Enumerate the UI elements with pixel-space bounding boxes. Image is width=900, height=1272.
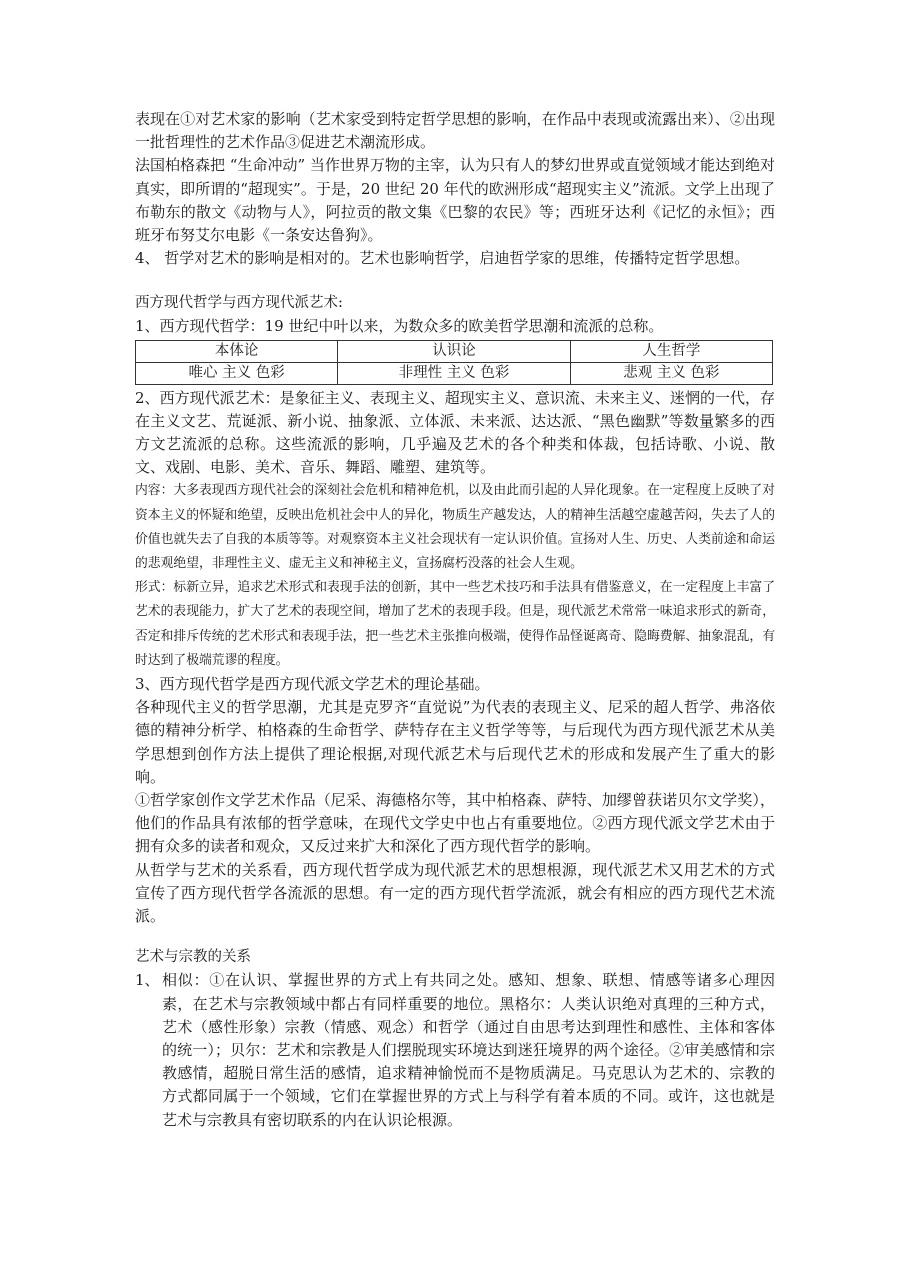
- document-page: [135, 108, 775, 1132]
- section-heading-modern-philosophy: 西方现代哲学与西方现代派艺术:: [135, 295, 343, 312]
- paragraph-relative-influence: 4、 哲学对艺术的影响是相对的。艺术也影响哲学，启迪哲学家的思维，传播特定哲学思想。: [135, 249, 750, 268]
- item-similarity: 相似：①在认识、掌握世界的方式上有共同之处。感知、想象、联想、情感等诸多心理因素，在艺术与宗教领域中都占有同样重要的地位。黑格尔：人类认识绝对真理的三种方式，艺术（感性形象）宗教（情感、观念）和哲学（通过自由思考达到理性和感性、主体和客体的统一）；贝尔：艺术和宗教是人们摆脱现实环境达到迷狂境界的两个途径。②审美感情和宗教感情，超脱日常生活的感情，追求精神愉悦而不是物质满足。马克思认为艺术的、宗教的方式都同属于一个领域，它们在掌握世界的方式上与科学有着本质的不同。或许，这也就是艺术与宗教具有密切联系的内在认识论根源。: [162, 971, 775, 1129]
- table-header-cell: 本体论: [136, 340, 338, 362]
- spacer: [135, 928, 775, 946]
- section-heading-art-religion: 艺术与宗教的关系: [135, 949, 251, 966]
- paragraph-content: 内容：大多表现西方现代社会的深刻社会危机和精神危机，以及由此而引起的人异化现象。在一定程度上反映了对资本主义的怀疑和绝望，反映出危机社会中人的异化，物质生产越发达，人的精神生活越空虚越苦闷，失去了人的价值也就失去了自我的本质等等。对观察资本主义社会现状有一定认识价值。宣扬对人生、历史、人类前途和命运的悲观绝望，非理性主义、虚无主义和神秘主义，宣扬腐朽没落的社会人生观。: [135, 483, 775, 572]
- paragraph-philosophical-trends: 各种现代主义的哲学思潮，尤其是克罗齐“直觉说”为代表的表现主义、尼采的超人哲学、弗洛依德的精神分析学、柏格森的生命哲学、萨特存在主义哲学等等，与后现代为西方现代派艺术从美学思想到创作方法上提供了理论根据,对现代派艺术与后现代艺术的形成和发展产生了重大的影响。: [135, 698, 775, 786]
- item-theoretical-basis: 3、西方现代哲学是西方现代派文学艺术的理论基础。: [135, 675, 490, 694]
- item-number: 1、: [135, 971, 160, 990]
- paragraph-influence: 表现在①对艺术家的影响（艺术家受到特定哲学思想的影响，在作品中表现或流露出来）、②出现一批哲理性的艺术作品③促进艺术潮流形成。: [135, 110, 775, 152]
- table-row: [136, 362, 773, 384]
- paragraph-philosophers-works: ①哲学家创作文学艺术作品（尼采、海德格尔等，其中柏格森、萨特、加缪曾获诺贝尔文学奖），他们的作品具有浓郁的哲学意味，在现代文学史中也占有重要地位。②西方现代派文学艺术由于拥有众多的读者和观众，又反过来扩大和深化了西方现代哲学的影响。: [135, 791, 775, 856]
- item-modern-philosophy: 1、西方现代哲学：19 世纪中叶以来，为数众多的欧美哲学思潮和流派的总称。: [135, 317, 664, 336]
- philosophy-table: [135, 340, 773, 385]
- item-modern-art: 2、西方现代派艺术：是象征主义、表现主义、超现实主义、意识流、未来主义、迷惘的一代，存在主义文艺、荒诞派、新小说、抽象派、立体派、未来派、达达派、“黑色幽默”等数量繁多的西方文艺流派的总称。这些流派的影响，几乎遍及艺术的各个种类和体裁，包括诗歌、小说、散文、戏剧、电影、美术、音乐、舞蹈、雕塑、建筑等。: [135, 388, 775, 477]
- table-cell: 唯心 主义 色彩: [136, 362, 338, 384]
- table-header-cell: 认识论: [338, 340, 570, 362]
- paragraph-bergson: 法国柏格森把 “生命冲动” 当作世界万物的主宰，认为只有人的梦幻世界或直觉领域才能达到绝对真实，即所谓的“超现实”。于是，20 世纪 20 年代的欧洲形成“超现实主义”流派。文学上出现了布勒东的散文《动物与人》，阿拉贡的散文集《巴黎的农民》等；西班牙达利《记忆的永恒》；西班牙布努艾尔电影《一条安达鲁狗》。: [135, 156, 775, 245]
- table-header-cell: 人生哲学: [570, 340, 772, 362]
- paragraph-form: 形式：标新立异，追求艺术形式和表现手法的创新，其中一些艺术技巧和手法具有借鉴意义，在一定程度上丰富了艺术的表现能力，扩大了艺术的表现空间，增加了艺术的表现手段。但是，现代派艺术常常一味追求形式的新奇，否定和排斥传统的艺术形式和表现手法，把一些艺术主张推向极端，使得作品怪诞离奇、隐晦费解、抽象混乱，有时达到了极端荒谬的程度。: [135, 580, 775, 668]
- table-cell: 悲观 主义 色彩: [570, 362, 772, 384]
- table-header-row: [136, 340, 773, 362]
- numbered-item: [135, 969, 775, 1131]
- table-cell: 非理性 主义 色彩: [338, 362, 570, 384]
- paragraph-relationship: 从哲学与艺术的关系看，西方现代哲学成为现代派艺术的思想根源，现代派艺术又用艺术的方式宣传了西方现代哲学各流派的思想。有一定的西方现代哲学流派，就会有相应的西方现代艺术流派。: [135, 860, 775, 926]
- spacer: [135, 270, 775, 292]
